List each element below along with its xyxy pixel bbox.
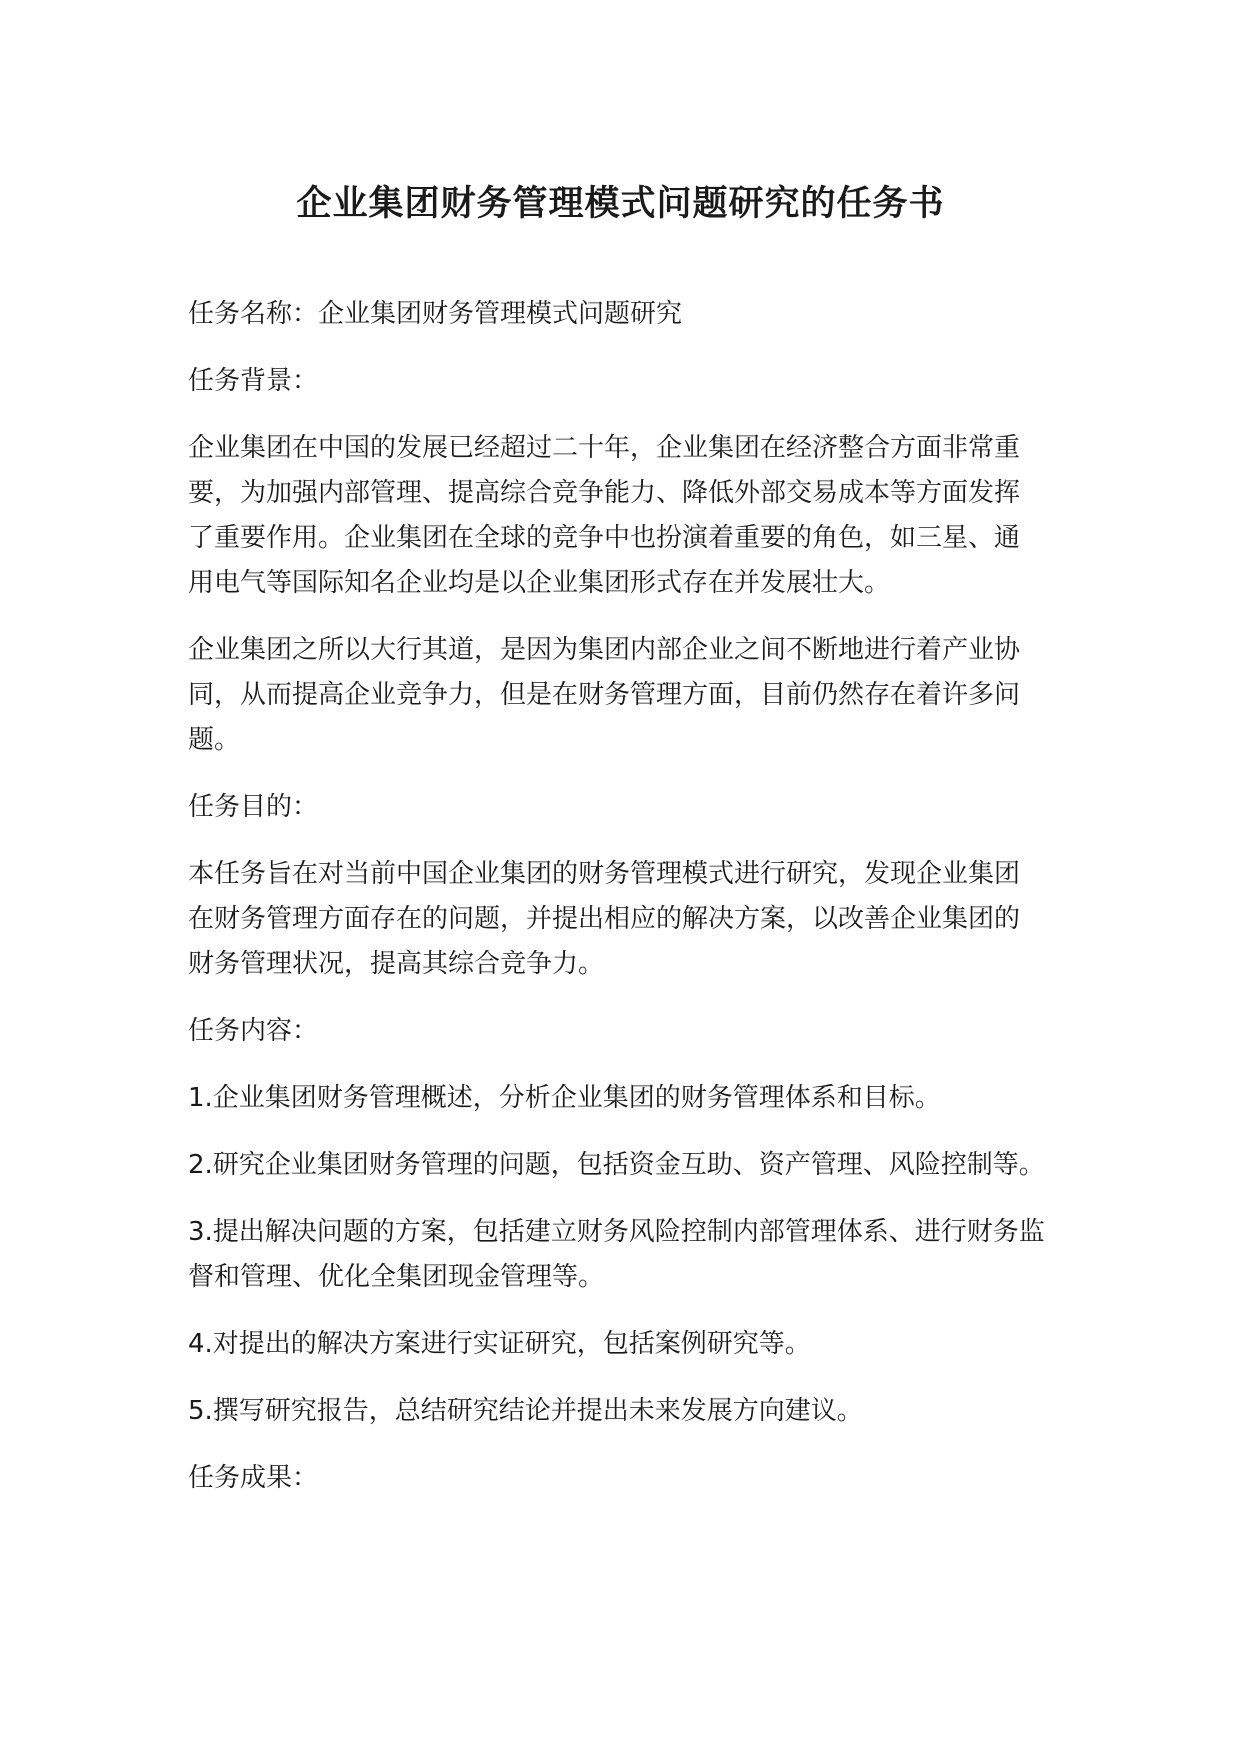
content-item-3: 3.提出解决问题的方案，包括建立财务风险控制内部管理体系、进行财务监督和管理、优化全集团现金管理等。 (188, 1217, 1045, 1292)
content-item-2: 2.研究企业集团财务管理的问题，包括资金互助、资产管理、风险控制等。 (188, 1150, 1045, 1180)
document-body (188, 292, 1068, 1523)
document-title: 企业集团财务管理模式问题研究的任务书 (296, 184, 945, 224)
purpose-paragraph: 本任务旨在对当前中国企业集团的财务管理模式进行研究，发现企业集团在财务管理方面存在的问题，并提出相应的解决方案，以改善企业集团的财务管理状况，提高其综合竞争力。 (188, 859, 1021, 979)
section-heading-purpose: 任务目的： (188, 792, 319, 822)
task-name-line: 任务名称：企业集团财务管理模式问题研究 (188, 299, 683, 329)
content-item-4: 4.对提出的解决方案进行实证研究，包括案例研究等。 (188, 1329, 811, 1359)
section-heading-results: 任务成果： (188, 1463, 319, 1493)
section-heading-content: 任务内容： (188, 1016, 319, 1046)
content-item-1: 1.企业集团财务管理概述，分析企业集团的财务管理体系和目标。 (188, 1083, 941, 1113)
background-paragraph-2: 企业集团之所以大行其道，是因为集团内部企业之间不断地进行着产业协同，从而提高企业竞争力，但是在财务管理方面，目前仍然存在着许多问题。 (188, 635, 1021, 755)
section-heading-background: 任务背景： (188, 366, 319, 396)
content-item-5: 5.撰写研究报告，总结研究结论并提出未来发展方向建议。 (188, 1396, 863, 1426)
background-paragraph-1: 企业集团在中国的发展已经超过二十年，企业集团在经济整合方面非常重要，为加强内部管理、提高综合竞争能力、降低外部交易成本等方面发挥了重要作用。企业集团在全球的竞争中也扮演着重要的角色，如三星、通用电气等国际知名企业均是以企业集团形式存在并发展壮大。 (188, 433, 1021, 598)
